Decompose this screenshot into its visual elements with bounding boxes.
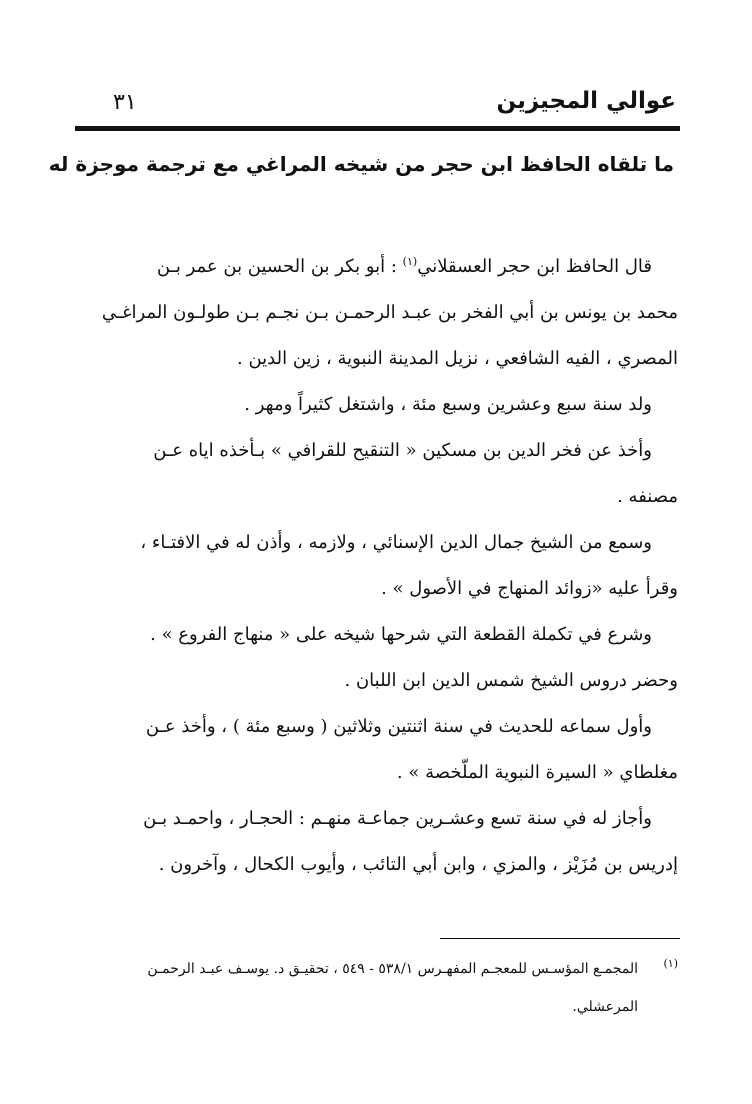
- text-line: وأخذ عن فخر الدين بن مسكين « التنقيح للقرافي » بـأخذه اياه عـن: [153, 440, 652, 461]
- page-number: ٣١: [113, 90, 137, 115]
- header-rule: [75, 126, 680, 131]
- text-line: مصنفه .: [617, 486, 678, 507]
- text-line: وحضر دروس الشيخ شمس الدين ابن اللبان .: [344, 670, 678, 691]
- text-line: مغلطاي « السيرة النبوية الملّخصة » .: [396, 762, 678, 783]
- text-line: ولد سنة سبع وعشرين وسبع مئة ، واشتغل كثيراً ومهر .: [244, 394, 652, 415]
- text-line: المصري ، الفيه الشافعي ، نزيل المدينة النبوية ، زين الدين .: [237, 348, 678, 369]
- text-line: وأول سماعه للحديث في سنة اثنتين وثلاثين ( وسبع مئة ) ، وأخذ عـن: [145, 716, 652, 737]
- footnote-number: (١): [663, 957, 678, 970]
- running-header: [75, 86, 680, 126]
- text-line: وشرع في تكملة القطعة التي شرحها شيخه على « منهاج الفروع » .: [150, 624, 652, 645]
- text-run: قال الحافظ ابن حجر العسقلاني: [417, 256, 652, 277]
- section-heading: ما تلقاه الحافظ ابن حجر من شيخه المراغي مع ترجمة موجزة له: [48, 152, 674, 176]
- text-line: وأجاز له في سنة تسع وعشـرين جماعـة منهـم : الحجـار ، واحمـد بـن: [143, 808, 652, 829]
- body-text: [78, 244, 678, 888]
- footnote-line: المرعشلي.: [572, 999, 638, 1015]
- book-title: عوالي المجيزين: [496, 88, 676, 114]
- footnote-text: المجمـع المؤسـس للمعجـم المفهـرس ٥٣٨/١ - ٥٤٩ ، تحقيـق د. يوسـف عبـد الرحمـن: [147, 961, 638, 977]
- footnote-line: [78, 950, 678, 988]
- text-line: وقرأ عليه «زوائد المنهاج في الأصول » .: [381, 578, 678, 599]
- footnote-rule: [440, 938, 680, 939]
- footnote-marker: (١): [402, 255, 418, 268]
- text-run: : أبو بكر بن الحسين بن عمر بـن: [156, 256, 403, 277]
- text-line: إدريس بن مُزَيْز ، والمزي ، وابن أبي التائب ، وأيوب الكحال ، وآخرون .: [158, 854, 678, 875]
- text-line: وسمع من الشيخ جمال الدين الإسنائي ، ولازمه ، وأذن له في الافتـاء ،: [140, 532, 652, 553]
- footnotes: [78, 950, 678, 1026]
- text-line: [78, 244, 678, 290]
- text-line: محمد بن يونس بن أبي الفخر بن عبـد الرحمـن بـن نجـم بـن طولـون المراغـي: [101, 302, 678, 323]
